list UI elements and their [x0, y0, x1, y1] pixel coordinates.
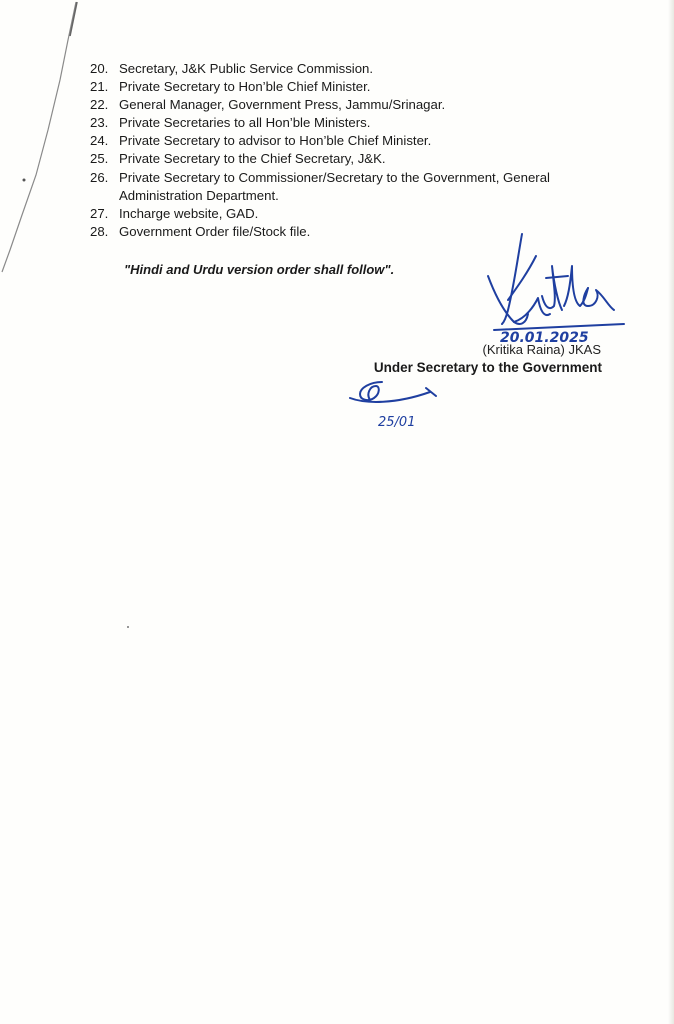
list-item-text: Incharge website, GAD. — [119, 205, 259, 221]
list-item-text: General Manager, Government Press, Jammu/Srinagar. — [119, 97, 446, 113]
list-item-text: Private Secretary to Hon’ble Chief Minister. — [119, 79, 371, 95]
initials-signature — [346, 376, 446, 436]
paper-fold-line — [0, 0, 90, 280]
list-item-number: 24. — [90, 133, 109, 149]
page-edge-shadow — [668, 0, 674, 1024]
list-item-number: 28. — [90, 223, 109, 239]
list-item-text: Private Secretary to advisor to Hon’ble Chief Minister. — [119, 133, 432, 149]
distribution-list — [90, 60, 620, 241]
list-item-number: 23. — [90, 115, 109, 131]
list-item — [90, 96, 620, 114]
list-item — [90, 169, 620, 205]
handwritten-date-text: 20.01.2025 — [500, 330, 589, 346]
language-version-note: "Hindi and Urdu version order shall follow". — [124, 262, 395, 277]
list-item-number: 20. — [90, 61, 109, 76]
list-item-text: Private Secretary to the Chief Secretary, J&K. — [119, 151, 386, 167]
list-item-number: 25. — [90, 151, 109, 167]
list-item-text: Secretary, J&K Public Service Commission. — [119, 61, 374, 76]
list-item — [90, 60, 620, 78]
list-item — [90, 132, 620, 150]
paper-speck — [127, 626, 129, 628]
signatory-designation: Under Secretary to the Government — [373, 360, 602, 375]
list-item-text: Government Order file/Stock file. — [119, 223, 311, 239]
list-item-number: 26. — [90, 169, 109, 185]
initials-date-text: 25/01 — [378, 415, 416, 430]
list-item-text: Private Secretary to Commissioner/Secretary to the Government, General Administration Department. — [119, 169, 550, 203]
list-item-number: 21. — [90, 79, 109, 95]
list-item-text: Private Secretaries to all Hon’ble Ministers. — [119, 115, 371, 131]
list-item-number: 27. — [90, 205, 109, 221]
list-item — [90, 114, 620, 132]
list-item-number: 22. — [90, 97, 109, 113]
list-item — [90, 78, 620, 96]
list-item — [90, 150, 620, 168]
list-item — [90, 205, 620, 223]
signatory-name: (Kritika Raina) JKAS — [482, 342, 601, 357]
